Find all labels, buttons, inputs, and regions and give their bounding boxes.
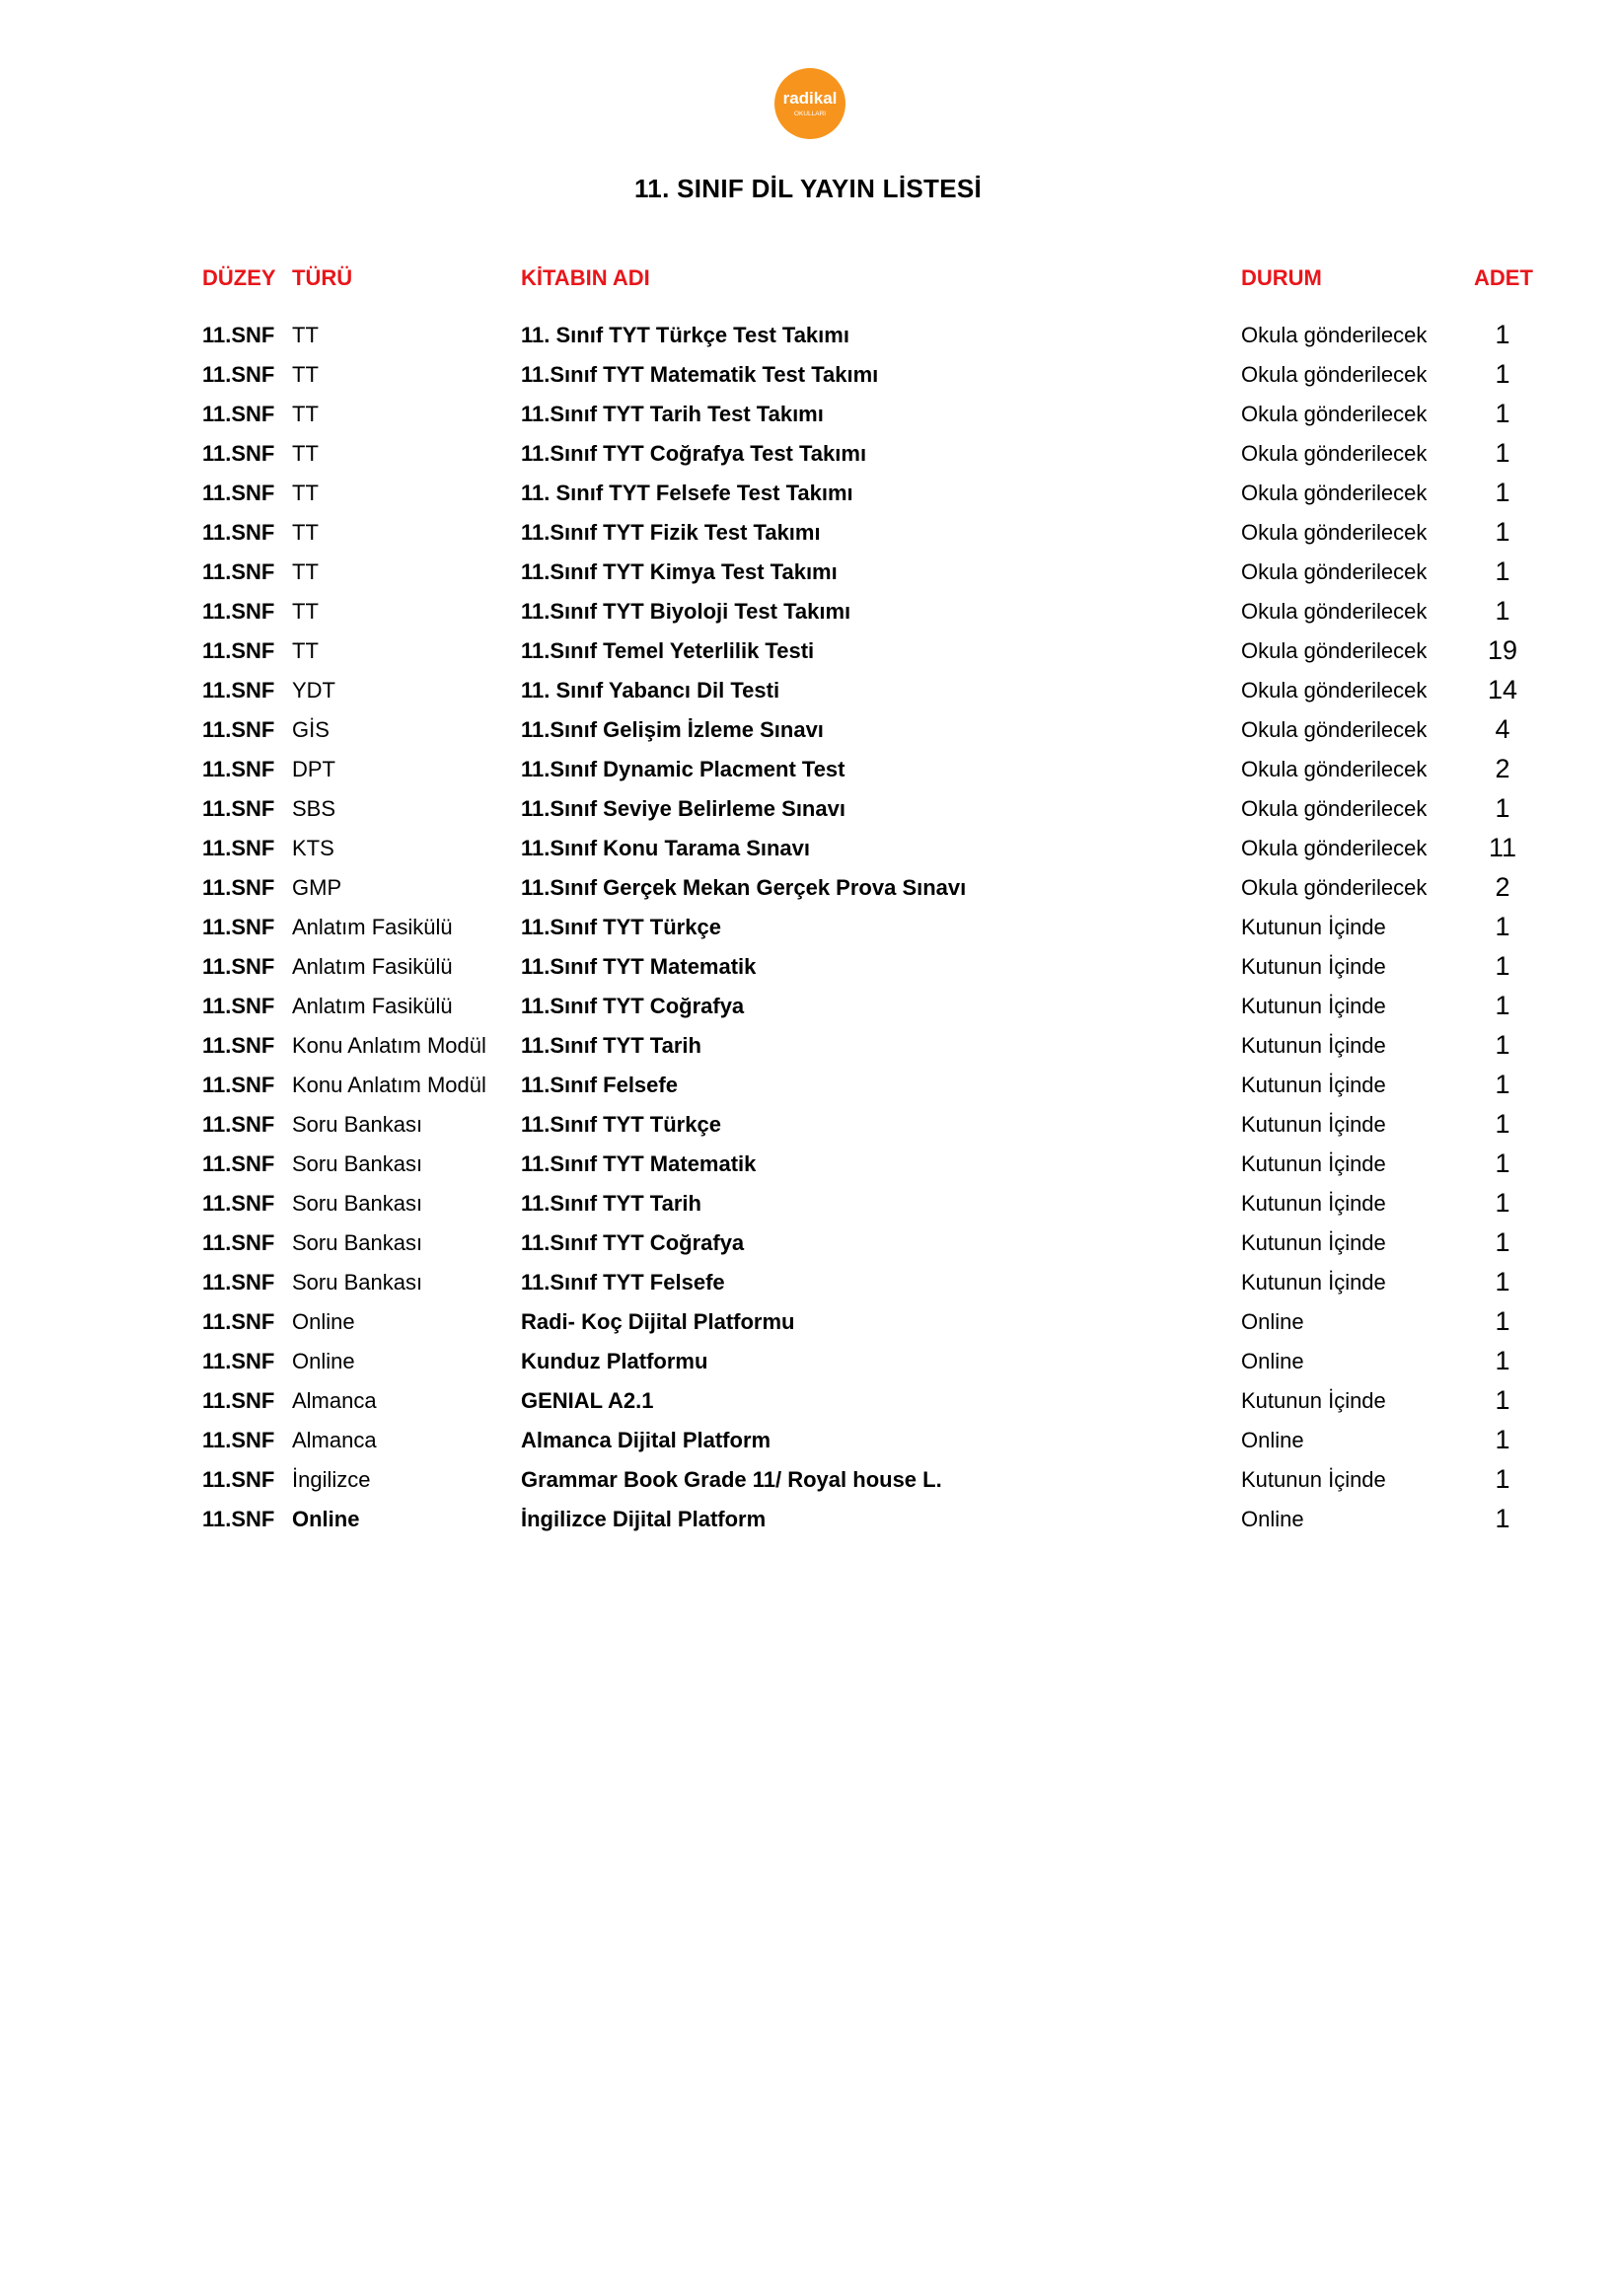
cell-turu: SBS xyxy=(292,796,336,821)
cell-duzey: 11.SNF xyxy=(202,559,275,584)
cell-adet: 1 xyxy=(1495,359,1510,389)
cell-duzey: 11.SNF xyxy=(202,875,275,900)
cell-turu: TT xyxy=(292,599,319,624)
cell-durum: Okula gönderilecek xyxy=(1241,875,1428,900)
cell-adet: 1 xyxy=(1495,517,1510,547)
cell-durum: Okula gönderilecek xyxy=(1241,362,1428,387)
cell-durum: Kutunun İçinde xyxy=(1241,1033,1386,1058)
table-row xyxy=(0,1184,1616,1223)
cell-durum: Online xyxy=(1241,1507,1304,1531)
cell-turu: Online xyxy=(292,1309,355,1334)
header-durum: DURUM xyxy=(1241,265,1322,290)
cell-kitap: 11.Sınıf TYT Tarih xyxy=(521,1191,701,1216)
cell-turu: GMP xyxy=(292,875,342,900)
table-row xyxy=(0,631,1616,671)
cell-kitap: Radi- Koç Dijital Platformu xyxy=(521,1309,795,1334)
cell-kitap: 11.Sınıf TYT Türkçe xyxy=(521,915,721,939)
cell-duzey: 11.SNF xyxy=(202,1270,275,1295)
cell-turu: KTS xyxy=(292,836,334,860)
cell-adet: 1 xyxy=(1495,1504,1510,1533)
cell-durum: Okula gönderilecek xyxy=(1241,441,1428,466)
cell-kitap: Almanca Dijital Platform xyxy=(521,1428,771,1452)
cell-kitap: 11.Sınıf TYT Matematik xyxy=(521,954,757,979)
cell-turu: Almanca xyxy=(292,1388,377,1413)
cell-turu: Konu Anlatım Modül xyxy=(292,1073,486,1097)
cell-adet: 1 xyxy=(1495,1188,1510,1218)
cell-turu: Konu Anlatım Modül xyxy=(292,1033,486,1058)
table-row xyxy=(0,1223,1616,1263)
table-row xyxy=(0,987,1616,1026)
table-row xyxy=(0,1342,1616,1381)
cell-turu: TT xyxy=(292,323,319,347)
cell-durum: Kutunun İçinde xyxy=(1241,1191,1386,1216)
header-adet: ADET xyxy=(1474,265,1533,290)
cell-kitap: 11.Sınıf TYT Coğrafya xyxy=(521,994,745,1018)
table-row xyxy=(0,1500,1616,1539)
table-row xyxy=(0,671,1616,710)
cell-turu: DPT xyxy=(292,757,335,781)
cell-turu: Soru Bankası xyxy=(292,1270,423,1295)
cell-turu: Anlatım Fasikülü xyxy=(292,954,453,979)
cell-duzey: 11.SNF xyxy=(202,1388,275,1413)
cell-adet: 19 xyxy=(1487,635,1518,665)
cell-duzey: 11.SNF xyxy=(202,678,275,703)
cell-duzey: 11.SNF xyxy=(202,1112,275,1137)
table-row xyxy=(0,434,1616,474)
cell-turu: Online xyxy=(292,1349,355,1373)
cell-durum: Kutunun İçinde xyxy=(1241,1230,1386,1255)
cell-adet: 1 xyxy=(1495,1227,1510,1257)
table-row xyxy=(0,1460,1616,1500)
table-row xyxy=(0,355,1616,395)
cell-turu: TT xyxy=(292,441,319,466)
cell-turu: Almanca xyxy=(292,1428,377,1452)
cell-turu: Soru Bankası xyxy=(292,1230,423,1255)
cell-duzey: 11.SNF xyxy=(202,1033,275,1058)
cell-turu: İngilizce xyxy=(292,1467,371,1492)
cell-adet: 2 xyxy=(1495,872,1510,902)
cell-duzey: 11.SNF xyxy=(202,994,275,1018)
cell-kitap: 11.Sınıf Gerçek Mekan Gerçek Prova Sınavı xyxy=(521,875,967,900)
cell-durum: Okula gönderilecek xyxy=(1241,796,1428,821)
table-body xyxy=(0,316,1616,1539)
table-row xyxy=(0,1381,1616,1421)
cell-adet: 1 xyxy=(1495,951,1510,981)
cell-adet: 11 xyxy=(1488,833,1517,862)
cell-adet: 1 xyxy=(1495,1306,1510,1336)
table-row xyxy=(0,789,1616,829)
cell-turu: Soru Bankası xyxy=(292,1112,423,1137)
cell-kitap: 11.Sınıf TYT Matematik Test Takımı xyxy=(521,362,879,387)
table-row xyxy=(0,1026,1616,1066)
cell-kitap: 11.Sınıf TYT Fizik Test Takımı xyxy=(521,520,821,545)
cell-durum: Okula gönderilecek xyxy=(1241,559,1428,584)
cell-durum: Kutunun İçinde xyxy=(1241,915,1386,939)
cell-adet: 1 xyxy=(1495,1148,1510,1178)
cell-duzey: 11.SNF xyxy=(202,915,275,939)
cell-durum: Kutunun İçinde xyxy=(1241,1073,1386,1097)
cell-adet: 14 xyxy=(1487,675,1518,704)
logo-subtitle: OKULLARI xyxy=(793,111,827,117)
cell-durum: Okula gönderilecek xyxy=(1241,402,1428,426)
cell-adet: 1 xyxy=(1495,1030,1510,1060)
cell-duzey: 11.SNF xyxy=(202,1151,275,1176)
cell-adet: 1 xyxy=(1495,991,1510,1020)
page-title: 11. SINIF DİL YAYIN LİSTESİ xyxy=(633,174,983,203)
cell-kitap: 11.Sınıf TYT Biyoloji Test Takımı xyxy=(521,599,851,624)
cell-adet: 4 xyxy=(1495,714,1510,744)
cell-kitap: 11. Sınıf Yabancı Dil Testi xyxy=(521,678,780,703)
table-row xyxy=(0,1066,1616,1105)
cell-turu: TT xyxy=(292,559,319,584)
cell-adet: 1 xyxy=(1495,438,1510,468)
table-row xyxy=(0,750,1616,789)
cell-kitap: 11.Sınıf Konu Tarama Sınavı xyxy=(521,836,811,860)
cell-turu: Soru Bankası xyxy=(292,1191,423,1216)
cell-kitap: Grammar Book Grade 11/ Royal house L. xyxy=(521,1467,942,1492)
cell-adet: 2 xyxy=(1495,754,1510,783)
cell-kitap: 11.Sınıf TYT Coğrafya Test Takımı xyxy=(521,441,867,466)
cell-kitap: 11.Sınıf Dynamic Placment Test xyxy=(521,757,845,781)
cell-duzey: 11.SNF xyxy=(202,1191,275,1216)
cell-adet: 1 xyxy=(1495,912,1510,941)
table-row xyxy=(0,474,1616,513)
cell-adet: 1 xyxy=(1495,1425,1510,1454)
cell-adet: 1 xyxy=(1495,1070,1510,1099)
table-row xyxy=(0,868,1616,908)
cell-durum: Okula gönderilecek xyxy=(1241,481,1428,505)
cell-duzey: 11.SNF xyxy=(202,638,275,663)
cell-durum: Online xyxy=(1241,1309,1304,1334)
cell-kitap: 11.Sınıf Gelişim İzleme Sınavı xyxy=(521,717,824,742)
cell-duzey: 11.SNF xyxy=(202,757,275,781)
cell-kitap: 11. Sınıf TYT Türkçe Test Takımı xyxy=(521,323,849,347)
cell-duzey: 11.SNF xyxy=(202,441,275,466)
cell-duzey: 11.SNF xyxy=(202,323,275,347)
cell-duzey: 11.SNF xyxy=(202,402,275,426)
cell-adet: 1 xyxy=(1495,596,1510,626)
cell-kitap: 11.Sınıf Seviye Belirleme Sınavı xyxy=(521,796,845,821)
cell-duzey: 11.SNF xyxy=(202,599,275,624)
cell-durum: Kutunun İçinde xyxy=(1241,954,1386,979)
table-row xyxy=(0,710,1616,750)
cell-duzey: 11.SNF xyxy=(202,836,275,860)
cell-kitap: İngilizce Dijital Platform xyxy=(521,1507,767,1531)
table-row xyxy=(0,829,1616,868)
cell-turu: GİS xyxy=(292,717,330,742)
cell-turu: Online xyxy=(292,1507,360,1531)
cell-kitap: Kunduz Platformu xyxy=(521,1349,708,1373)
cell-duzey: 11.SNF xyxy=(202,1507,275,1531)
cell-durum: Online xyxy=(1241,1428,1304,1452)
publication-table xyxy=(0,259,1616,1539)
cell-duzey: 11.SNF xyxy=(202,1349,275,1373)
cell-durum: Kutunun İçinde xyxy=(1241,1270,1386,1295)
cell-durum: Okula gönderilecek xyxy=(1241,323,1428,347)
cell-turu: TT xyxy=(292,362,319,387)
table-header xyxy=(0,259,1616,298)
cell-duzey: 11.SNF xyxy=(202,520,275,545)
cell-turu: TT xyxy=(292,520,319,545)
cell-adet: 1 xyxy=(1495,1267,1510,1296)
cell-turu: Soru Bankası xyxy=(292,1151,423,1176)
table-row xyxy=(0,1145,1616,1184)
cell-kitap: 11.Sınıf TYT Türkçe xyxy=(521,1112,721,1137)
cell-kitap: 11.Sınıf TYT Kimya Test Takımı xyxy=(521,559,838,584)
table-row xyxy=(0,1263,1616,1302)
header-kitap: KİTABIN ADI xyxy=(521,265,650,290)
cell-adet: 1 xyxy=(1495,1109,1510,1139)
cell-durum: Okula gönderilecek xyxy=(1241,638,1428,663)
cell-kitap: 11.Sınıf Felsefe xyxy=(521,1073,678,1097)
cell-duzey: 11.SNF xyxy=(202,796,275,821)
cell-durum: Kutunun İçinde xyxy=(1241,1112,1386,1137)
cell-turu: Anlatım Fasikülü xyxy=(292,994,453,1018)
cell-adet: 1 xyxy=(1495,793,1510,823)
cell-adet: 1 xyxy=(1495,478,1510,507)
cell-turu: YDT xyxy=(292,678,335,703)
cell-durum: Okula gönderilecek xyxy=(1241,757,1428,781)
cell-durum: Okula gönderilecek xyxy=(1241,717,1428,742)
cell-durum: Kutunun İçinde xyxy=(1241,1467,1386,1492)
cell-turu: Anlatım Fasikülü xyxy=(292,915,453,939)
logo-badge xyxy=(773,67,846,140)
cell-duzey: 11.SNF xyxy=(202,362,275,387)
cell-adet: 1 xyxy=(1495,1464,1510,1494)
table-row xyxy=(0,592,1616,631)
cell-kitap: 11.Sınıf TYT Tarih xyxy=(521,1033,701,1058)
cell-turu: TT xyxy=(292,638,319,663)
cell-duzey: 11.SNF xyxy=(202,1073,275,1097)
table-row xyxy=(0,908,1616,947)
cell-duzey: 11.SNF xyxy=(202,1428,275,1452)
cell-duzey: 11.SNF xyxy=(202,1230,275,1255)
cell-kitap: 11.Sınıf Temel Yeterlilik Testi xyxy=(521,638,815,663)
table-row xyxy=(0,316,1616,355)
cell-duzey: 11.SNF xyxy=(202,1467,275,1492)
table-row xyxy=(0,395,1616,434)
cell-durum: Kutunun İçinde xyxy=(1241,994,1386,1018)
table-row xyxy=(0,1421,1616,1460)
cell-adet: 1 xyxy=(1495,399,1510,428)
cell-kitap: 11.Sınıf TYT Felsefe xyxy=(521,1270,725,1295)
cell-adet: 1 xyxy=(1495,556,1510,586)
cell-turu: TT xyxy=(292,402,319,426)
cell-durum: Okula gönderilecek xyxy=(1241,836,1428,860)
logo-wordmark: radikal xyxy=(782,89,838,108)
cell-durum: Online xyxy=(1241,1349,1304,1373)
table-row xyxy=(0,1302,1616,1342)
header-duzey: DÜZEY xyxy=(202,265,276,290)
cell-turu: TT xyxy=(292,481,319,505)
header-turu: TÜRÜ xyxy=(292,265,353,290)
table-row xyxy=(0,1105,1616,1145)
cell-kitap: 11.Sınıf TYT Matematik xyxy=(521,1151,757,1176)
cell-adet: 1 xyxy=(1495,320,1510,349)
cell-durum: Okula gönderilecek xyxy=(1241,599,1428,624)
cell-durum: Kutunun İçinde xyxy=(1241,1388,1386,1413)
cell-duzey: 11.SNF xyxy=(202,1309,275,1334)
cell-duzey: 11.SNF xyxy=(202,954,275,979)
table-row xyxy=(0,553,1616,592)
table-row xyxy=(0,513,1616,553)
cell-kitap: 11.Sınıf TYT Coğrafya xyxy=(521,1230,745,1255)
cell-kitap: GENIAL A2.1 xyxy=(521,1388,654,1413)
cell-duzey: 11.SNF xyxy=(202,717,275,742)
cell-adet: 1 xyxy=(1495,1346,1510,1375)
cell-kitap: 11.Sınıf TYT Tarih Test Takımı xyxy=(521,402,824,426)
cell-durum: Okula gönderilecek xyxy=(1241,678,1428,703)
cell-duzey: 11.SNF xyxy=(202,481,275,505)
cell-durum: Okula gönderilecek xyxy=(1241,520,1428,545)
cell-kitap: 11. Sınıf TYT Felsefe Test Takımı xyxy=(521,481,853,505)
table-row xyxy=(0,947,1616,987)
school-logo xyxy=(773,67,846,140)
cell-durum: Kutunun İçinde xyxy=(1241,1151,1386,1176)
cell-adet: 1 xyxy=(1495,1385,1510,1415)
